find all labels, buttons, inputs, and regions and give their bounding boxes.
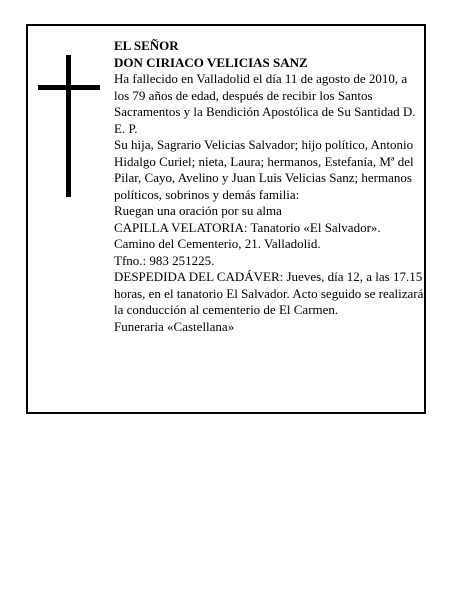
family-list: Su hija, Sagrario Velicias Salvador; hijo político, Antonio Hidalgo Curiel; nieta, Laura; hermanos, Estefanía, Mª del Pilar, Cayo, Avelino y Juan Luis Velicias Sanz; hermanos políticos, sobrinos y demás familia: bbox=[114, 137, 414, 202]
funeral-home: Funeraria «Castellana» bbox=[114, 318, 235, 334]
deceased-name: DON CIRIACO VELICIAS SANZ bbox=[114, 54, 308, 70]
cross-horizontal-bar bbox=[38, 85, 100, 90]
cross-icon bbox=[38, 55, 100, 197]
death-announcement: Ha fallecido en Valladolid el día 11 de agosto de 2010, a los 79 años de edad, después de recibir los Santos Sacramentos y la Bendición Apostólica de Su Santidad D. E. P. bbox=[114, 71, 416, 136]
wake-location: CAPILLA VELATORIA: Tanatorio «El Salvador». Camino del Cementerio, 21. Valladolid. bbox=[114, 219, 381, 251]
phone-number: Tfno.: 983 251225. bbox=[114, 252, 215, 268]
funeral-details: DESPEDIDA DEL CADÁVER: Jueves, día 12, a las 17.15 horas, en el tanatorio El Salvador. Acto seguido se realizará la conducción al cementerio de El Carmen. bbox=[114, 269, 424, 317]
heading-title: EL SEÑOR bbox=[114, 38, 179, 53]
obituary-text bbox=[114, 38, 424, 335]
prayer-request: Ruegan una oración por su alma bbox=[114, 203, 282, 218]
cross-vertical-bar bbox=[66, 55, 71, 197]
